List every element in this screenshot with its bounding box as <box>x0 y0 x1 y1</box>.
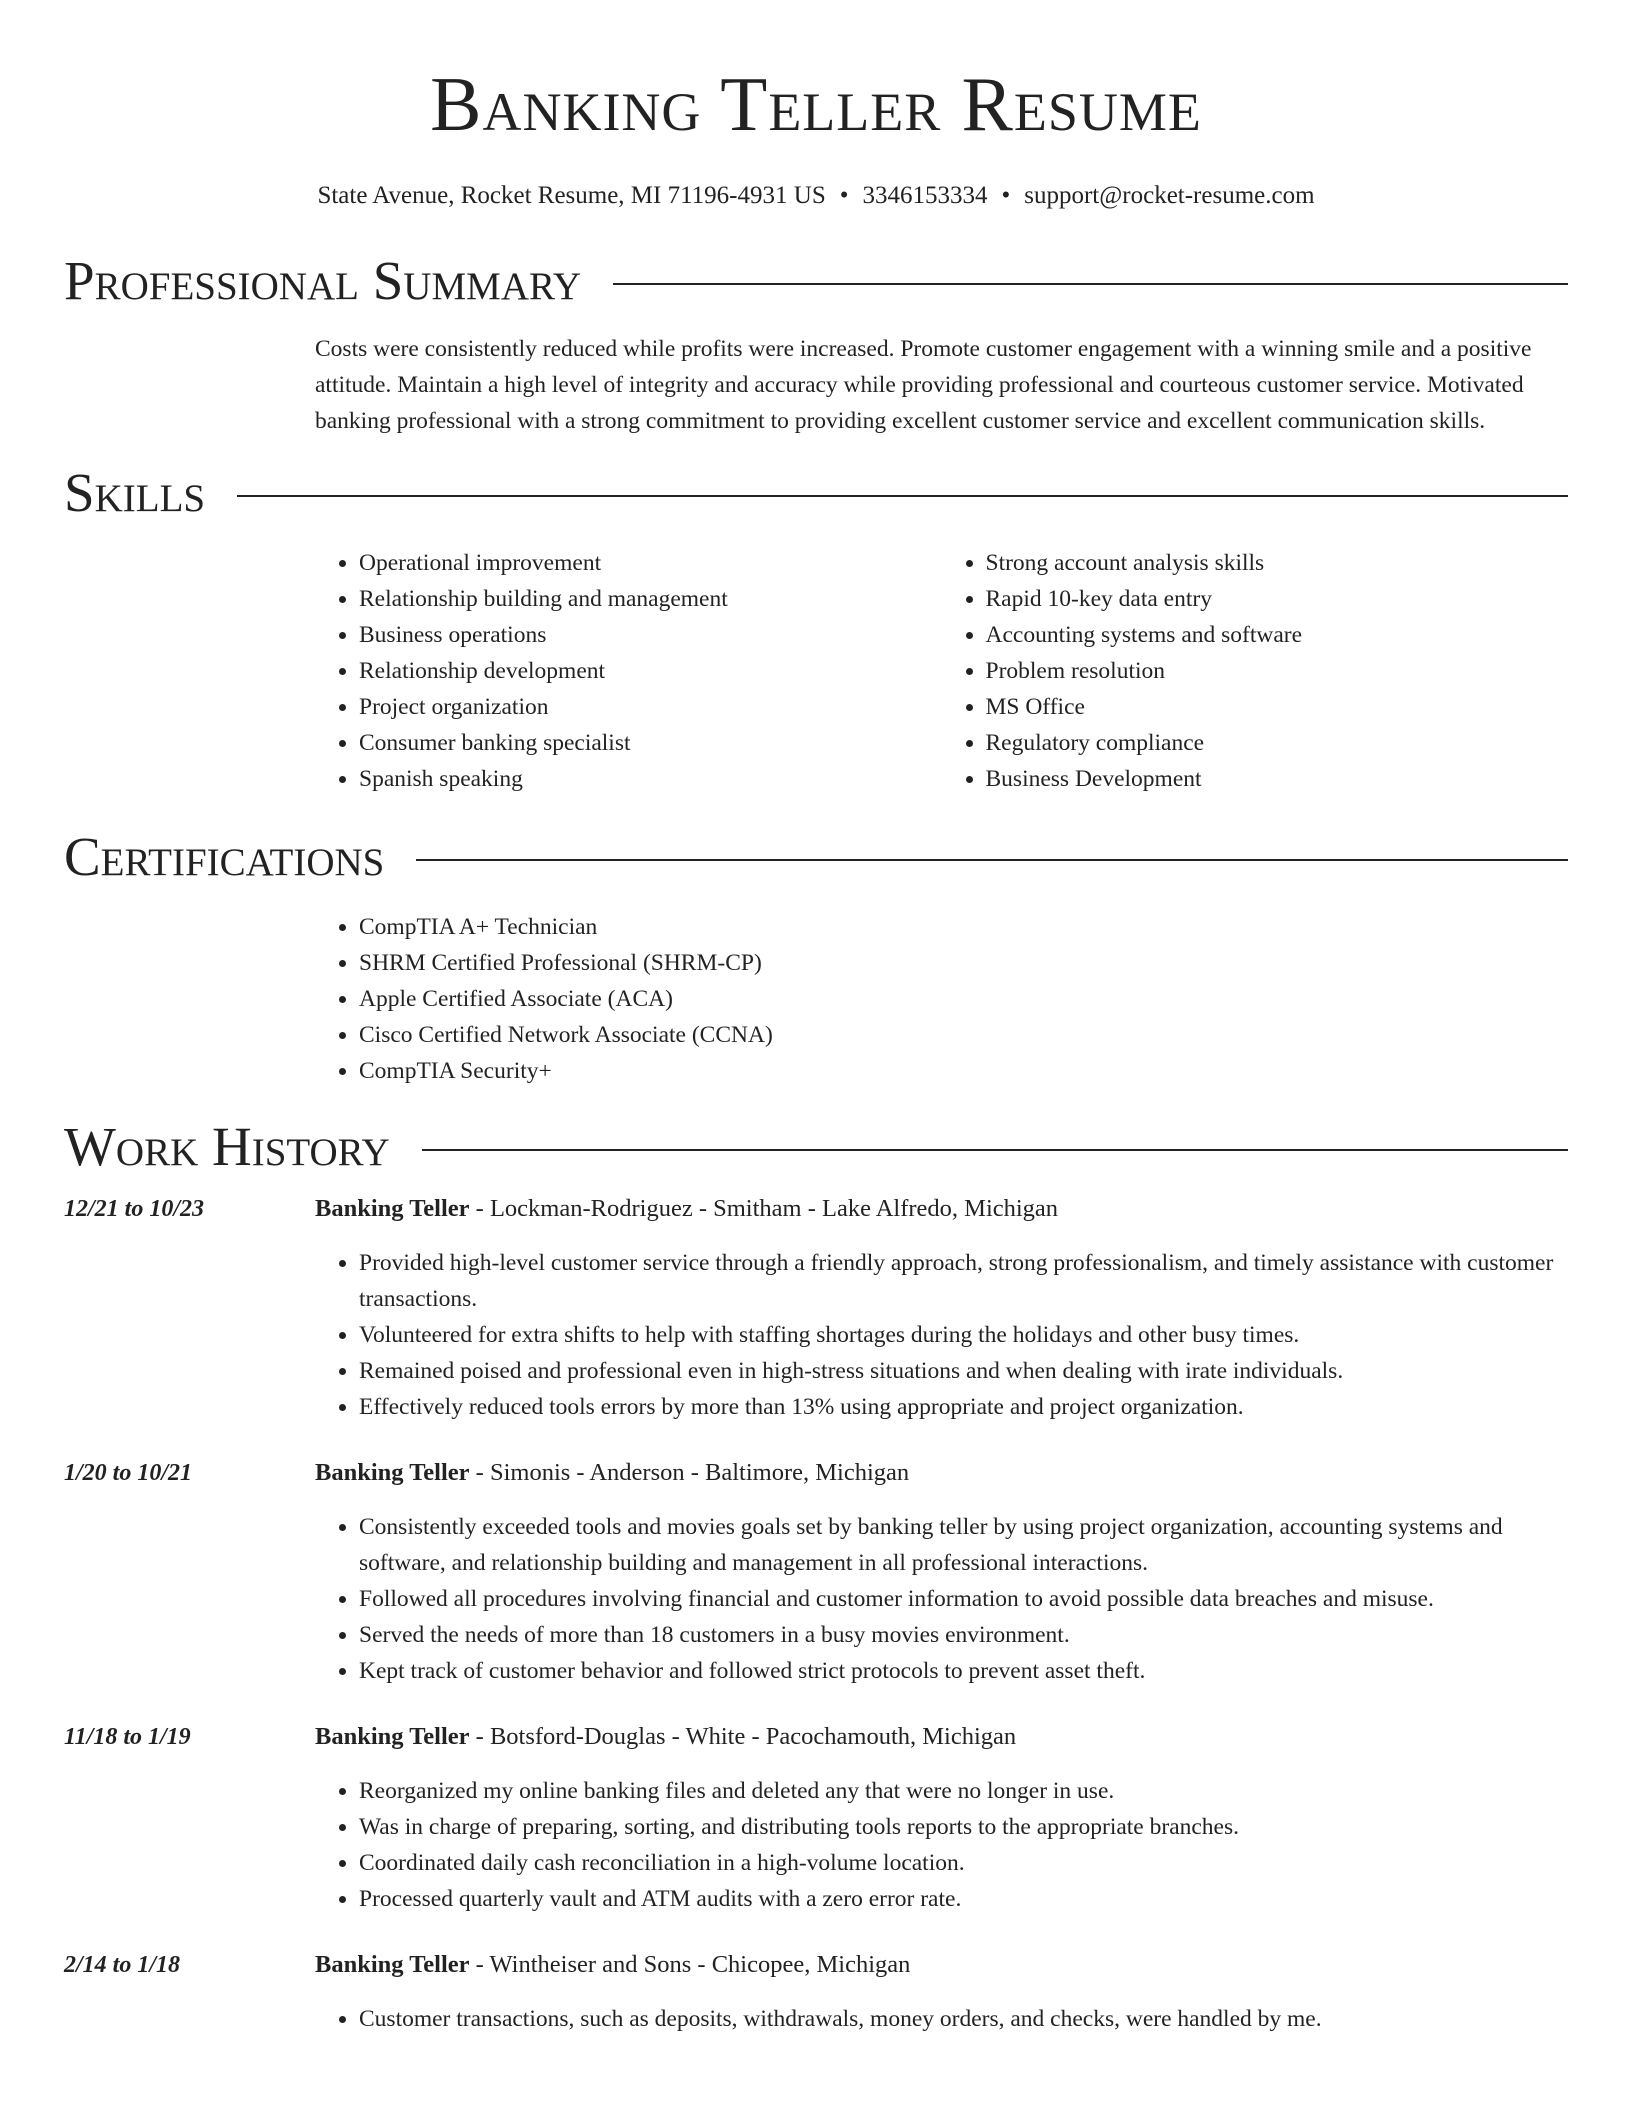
list-item: • Rapid 10-key data entry <box>986 581 1569 617</box>
job-bullets <box>315 1245 1568 1425</box>
skills-section-header <box>64 463 1568 523</box>
job-bullet: • Processed quarterly vault and ATM audits with a zero error rate. <box>359 1881 1568 1917</box>
job-dates: 2/14 to 1/18 <box>64 1952 181 1978</box>
job-dates: 1/20 to 10/21 <box>64 1460 193 1486</box>
job-entry <box>64 1455 1568 1689</box>
contact-separator: • <box>1001 182 1011 209</box>
contact-phone: 3346153334 <box>862 182 988 209</box>
job-bullet: • Kept track of customer behavior and followed strict protocols to prevent asset theft. <box>359 1653 1568 1689</box>
job-heading <box>315 1947 1568 1983</box>
job-bullet: • Was in charge of preparing, sorting, and distributing tools reports to the appropriate branches. <box>359 1809 1568 1845</box>
contact-address: State Avenue, Rocket Resume, MI 71196-4931 US <box>317 182 826 209</box>
section-divider <box>416 859 1568 861</box>
job-entry <box>64 1947 1568 2037</box>
list-item: • Project organization <box>359 689 942 725</box>
contact-separator: • <box>839 182 849 209</box>
resume-title: Banking Teller Resume <box>430 61 1202 147</box>
work-section-header <box>64 1117 1568 1177</box>
job-details <box>315 1947 1568 2037</box>
job-bullet: • Coordinated daily cash reconciliation in a high-volume location. <box>359 1845 1568 1881</box>
job-bullet: • Reorganized my online banking files and deleted any that were no longer in use. <box>359 1773 1568 1809</box>
job-bullet: • Followed all procedures involving financial and customer information to avoid possible data breaches and misuse. <box>359 1581 1568 1617</box>
list-item: • MS Office <box>986 689 1569 725</box>
contact-line <box>64 181 1568 211</box>
job-dates: 12/21 to 10/23 <box>64 1196 205 1222</box>
skills-list <box>315 545 1568 797</box>
job-bullet: • Remained poised and professional even in high-stress situations and when dealing with irate individuals. <box>359 1353 1568 1389</box>
skills-column-left <box>315 545 942 797</box>
job-heading <box>315 1191 1568 1227</box>
job-company: - Lockman-Rodriguez - Smitham - Lake Alfredo, Michigan <box>469 1195 1059 1222</box>
section-divider <box>422 1149 1568 1151</box>
job-bullet: • Provided high-level customer service through a friendly approach, strong professionalism, and timely assistance with customer transactions. <box>359 1245 1568 1317</box>
job-role: Banking Teller <box>315 1459 470 1486</box>
list-item: • Consumer banking specialist <box>359 725 942 761</box>
certifications-section-header <box>64 827 1568 887</box>
section-divider <box>237 495 1568 497</box>
job-role: Banking Teller <box>315 1723 470 1750</box>
list-item: • Regulatory compliance <box>986 725 1569 761</box>
list-item: • CompTIA Security+ <box>359 1053 1568 1089</box>
job-role: Banking Teller <box>315 1951 470 1978</box>
job-bullet: • Served the needs of more than 18 customers in a busy movies environment. <box>359 1617 1568 1653</box>
list-item: • Cisco Certified Network Associate (CCNA) <box>359 1017 1568 1053</box>
job-bullet: • Consistently exceeded tools and movies goals set by banking teller by using project organization, accounting systems and software, and relationship building and management in all professional interactions. <box>359 1509 1568 1581</box>
list-item: • Business operations <box>359 617 942 653</box>
job-bullets <box>315 1773 1568 1917</box>
job-bullet: • Volunteered for extra shifts to help with staffing shortages during the holidays and other busy times. <box>359 1317 1568 1353</box>
list-item: • Problem resolution <box>986 653 1569 689</box>
job-bullet: • Effectively reduced tools errors by more than 13% using appropriate and project organization. <box>359 1389 1568 1425</box>
list-item: • Business Development <box>986 761 1569 797</box>
list-item: • Accounting systems and software <box>986 617 1569 653</box>
certifications-items <box>315 909 1568 1089</box>
list-item: • Relationship building and management <box>359 581 942 617</box>
job-details <box>315 1191 1568 1425</box>
skills-section-title: Skills <box>64 462 206 523</box>
list-item: • Spanish speaking <box>359 761 942 797</box>
job-details <box>315 1455 1568 1689</box>
job-bullets <box>315 1509 1568 1689</box>
resume-page <box>64 0 1568 2037</box>
job-company: - Botsford-Douglas - White - Pacochamouth, Michigan <box>469 1723 1017 1750</box>
skills-column-right <box>942 545 1569 797</box>
job-company: - Simonis - Anderson - Baltimore, Michigan <box>469 1459 910 1486</box>
section-divider <box>613 283 1568 285</box>
contact-email: support@rocket-resume.com <box>1024 182 1315 209</box>
list-item: • Strong account analysis skills <box>986 545 1569 581</box>
job-bullet: • Customer transactions, such as deposits, withdrawals, money orders, and checks, were handled by me. <box>359 2001 1568 2037</box>
list-item: • Apple Certified Associate (ACA) <box>359 981 1568 1017</box>
job-dates: 11/18 to 1/19 <box>64 1724 191 1750</box>
list-item: • CompTIA A+ Technician <box>359 909 1568 945</box>
summary-section-header <box>64 251 1568 311</box>
job-heading <box>315 1719 1568 1755</box>
job-bullets <box>315 2001 1568 2037</box>
list-item: • Operational improvement <box>359 545 942 581</box>
job-heading <box>315 1455 1568 1491</box>
list-item: • Relationship development <box>359 653 942 689</box>
certifications-section-title: Certifications <box>64 826 385 887</box>
work-history-list <box>64 1191 1568 2037</box>
job-entry <box>64 1191 1568 1425</box>
job-role: Banking Teller <box>315 1195 470 1222</box>
summary-text: Costs were consistently reduced while profits were increased. Promote customer engagement with a winning smile and a positive attitude. Maintain a high level of integrity and accuracy while providing professional and courteous customer service. Motivated banking professional with a strong commitment to providing excellent customer service and excellent communication skills. <box>315 336 1532 434</box>
list-item: • SHRM Certified Professional (SHRM-CP) <box>359 945 1568 981</box>
job-company: - Wintheiser and Sons - Chicopee, Michigan <box>469 1951 911 1978</box>
job-details <box>315 1719 1568 1917</box>
summary-section-title: Professional Summary <box>64 250 582 311</box>
job-entry <box>64 1719 1568 1917</box>
certifications-list <box>315 909 1568 1089</box>
work-section-title: Work History <box>64 1116 390 1177</box>
